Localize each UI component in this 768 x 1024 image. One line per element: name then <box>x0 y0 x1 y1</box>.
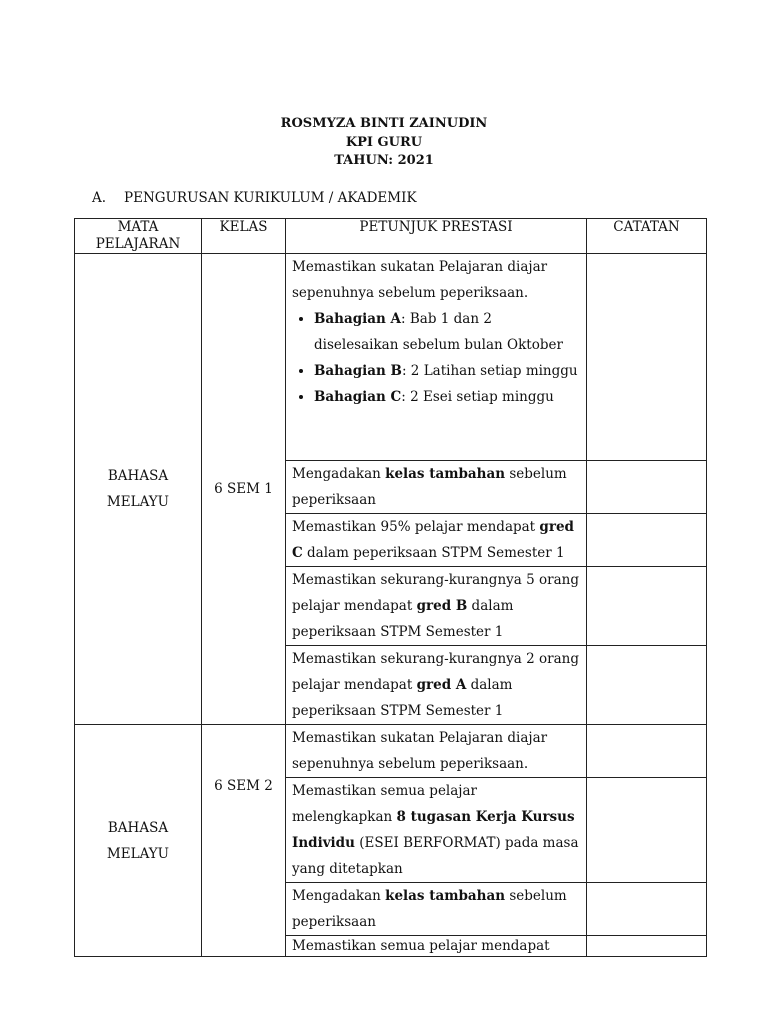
catatan-cell <box>587 461 707 514</box>
doc-title: KPI GURU <box>345 135 423 150</box>
petunjuk-cell: Memastikan semua pelajar mendapat <box>286 936 587 957</box>
petunjuk-text: Memastikan sukatan Pelajaran diajar sepenuhnya sebelum peperiksaan. <box>292 259 548 301</box>
catatan-cell <box>587 883 707 936</box>
col-header-catatan: CATATAN <box>587 219 707 254</box>
doc-year: TAHUN: 2021 <box>334 153 434 168</box>
catatan-cell <box>587 725 707 778</box>
petunjuk-cell: Memastikan sekurang-kurangnya 2 orang pelajar mendapat gred A dalam peperiksaan STPM Semester 1 <box>286 646 587 725</box>
col-header-petunjuk: PETUNJUK PRESTASI <box>286 219 587 254</box>
subject-cell: BAHASA MELAYU <box>75 254 202 725</box>
catatan-cell <box>587 646 707 725</box>
petunjuk-cell: Memastikan sekurang-kurangnya 5 orang pelajar mendapat gred B dalam peperiksaan STPM Semester 1 <box>286 567 587 646</box>
petunjuk-cell: Mengadakan kelas tambahan sebelum peperiksaan <box>286 461 587 514</box>
section-label: PENGURUSAN KURIKULUM / AKADEMIK <box>124 190 417 206</box>
petunjuk-cell: Mengadakan kelas tambahan sebelum peperiksaan <box>286 883 587 936</box>
petunjuk-cell <box>286 254 587 461</box>
table-header-row <box>75 219 707 254</box>
catatan-cell <box>587 936 707 957</box>
kelas-cell: 6 SEM 2 <box>202 725 286 957</box>
petunjuk-cell: Memastikan semua pelajar melengkapkan 8 tugasan Kerja Kursus Individu (ESEI BERFORMAT) pada masa yang ditetapkan <box>286 778 587 883</box>
table-row <box>75 254 707 461</box>
petunjuk-cell: Memastikan 95% pelajar mendapat gred C dalam peperiksaan STPM Semester 1 <box>286 514 587 567</box>
list-item: • Bahagian C: 2 Esei setiap minggu <box>314 384 580 410</box>
petunjuk-cell: Memastikan sukatan Pelajaran diajar sepenuhnya sebelum peperiksaan. <box>286 725 587 778</box>
section-heading <box>92 190 417 206</box>
catatan-cell <box>587 778 707 883</box>
subject-cell: BAHASA MELAYU <box>75 725 202 957</box>
section-number: A. <box>92 190 107 206</box>
kpi-table <box>74 218 707 957</box>
catatan-cell <box>587 567 707 646</box>
list-item: • Bahagian B: 2 Latihan setiap minggu <box>314 358 580 384</box>
table-row <box>75 725 707 778</box>
catatan-cell <box>587 514 707 567</box>
list-item: • Bahagian A: Bab 1 dan 2 diselesaikan sebelum bulan Oktober <box>314 306 580 358</box>
col-header-kelas: KELAS <box>202 219 286 254</box>
catatan-cell <box>587 254 707 461</box>
col-header-mata: MATA PELAJARAN <box>75 219 202 254</box>
teacher-name: ROSMYZA BINTI ZAINUDIN <box>280 116 488 131</box>
kelas-cell: 6 SEM 1 <box>202 254 286 725</box>
bullet-list <box>292 306 580 410</box>
